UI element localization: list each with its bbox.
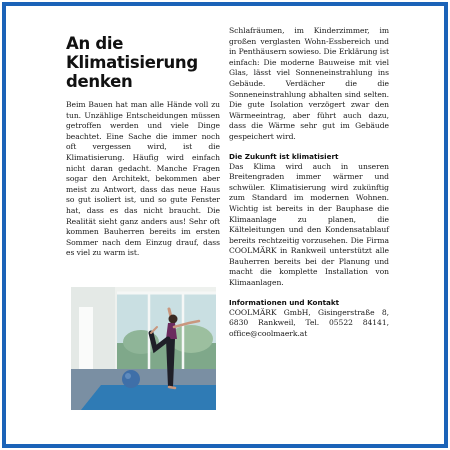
yoga-woman-photo — [71, 287, 216, 410]
left-column — [66, 34, 220, 259]
photo-illustration — [71, 287, 216, 410]
continuation-paragraph: Schlafräumen, im Kinderzimmer, im großen verglasten Wohn-Essbereich und in Penthäusern sowieso. Die Erklärung ist einfach: Die moderne Bauweise mit viel Glas, lässt viel Sonneneinstrahlung ins Gebäude. Verdächer die die Sonneneinstrahlung abhalten sind selten. Die gute Isolation verzögert zwar den Wärmeeintrag, aber führt auch dazu, dass die Wärme sehr gut im Gebäude gespeichert wird. — [229, 26, 389, 141]
section-paragraph-zukunft: Das Klima wird auch in unseren Breitengraden immer wärmer und schwüler. Klimatisierung wird zukünftig zum Standard im modernen Wohnen. Wichtig ist bereits in der Bauphase die Klimaanlage zu planen, die Kälteleitungen und den Kondensatablauf bereits rechtzeitig vorzusehen. Die Firma COOLMÄRK in Rankweil unterstützt alle Bauherren bereits bei der Planung und macht die komplette Installation von Klimaanlagen. — [229, 161, 389, 288]
section-heading-kontakt: Informationen und Kontakt — [229, 297, 340, 307]
article-title: An die Klimatisierung denken — [66, 34, 198, 91]
right-column — [229, 26, 389, 339]
intro-paragraph: Beim Bauen hat man alle Hände voll zu tun. Unzählige Entscheidungen müssen getroffen werden und viele Dinge beachtet. Eine Sache die immer noch oft vergessen wird, ist die Klimatisierung. Häufig wird einfach nicht daran gedacht. Manche Fragen sogar den Architekt, bekommen aber meist zu Antwort, dass das neue Haus so gut isoliert ist, und so gute Fenster hat, dass es das nicht braucht. Die Realität sieht ganz anders aus! Sehr oft kommen Bauherren bereits im ersten Sommer nach dem Einzug drauf, dass es viel zu warm ist. — [66, 100, 220, 258]
contact-paragraph: COOLMÄRK GmbH, Gisingerstraße 8, 6830 Rankweil, Tel. 05522 84141, office@coolmaerk.at — [229, 307, 389, 338]
section-heading-zukunft: Die Zukunft ist klimatisiert — [229, 151, 339, 161]
